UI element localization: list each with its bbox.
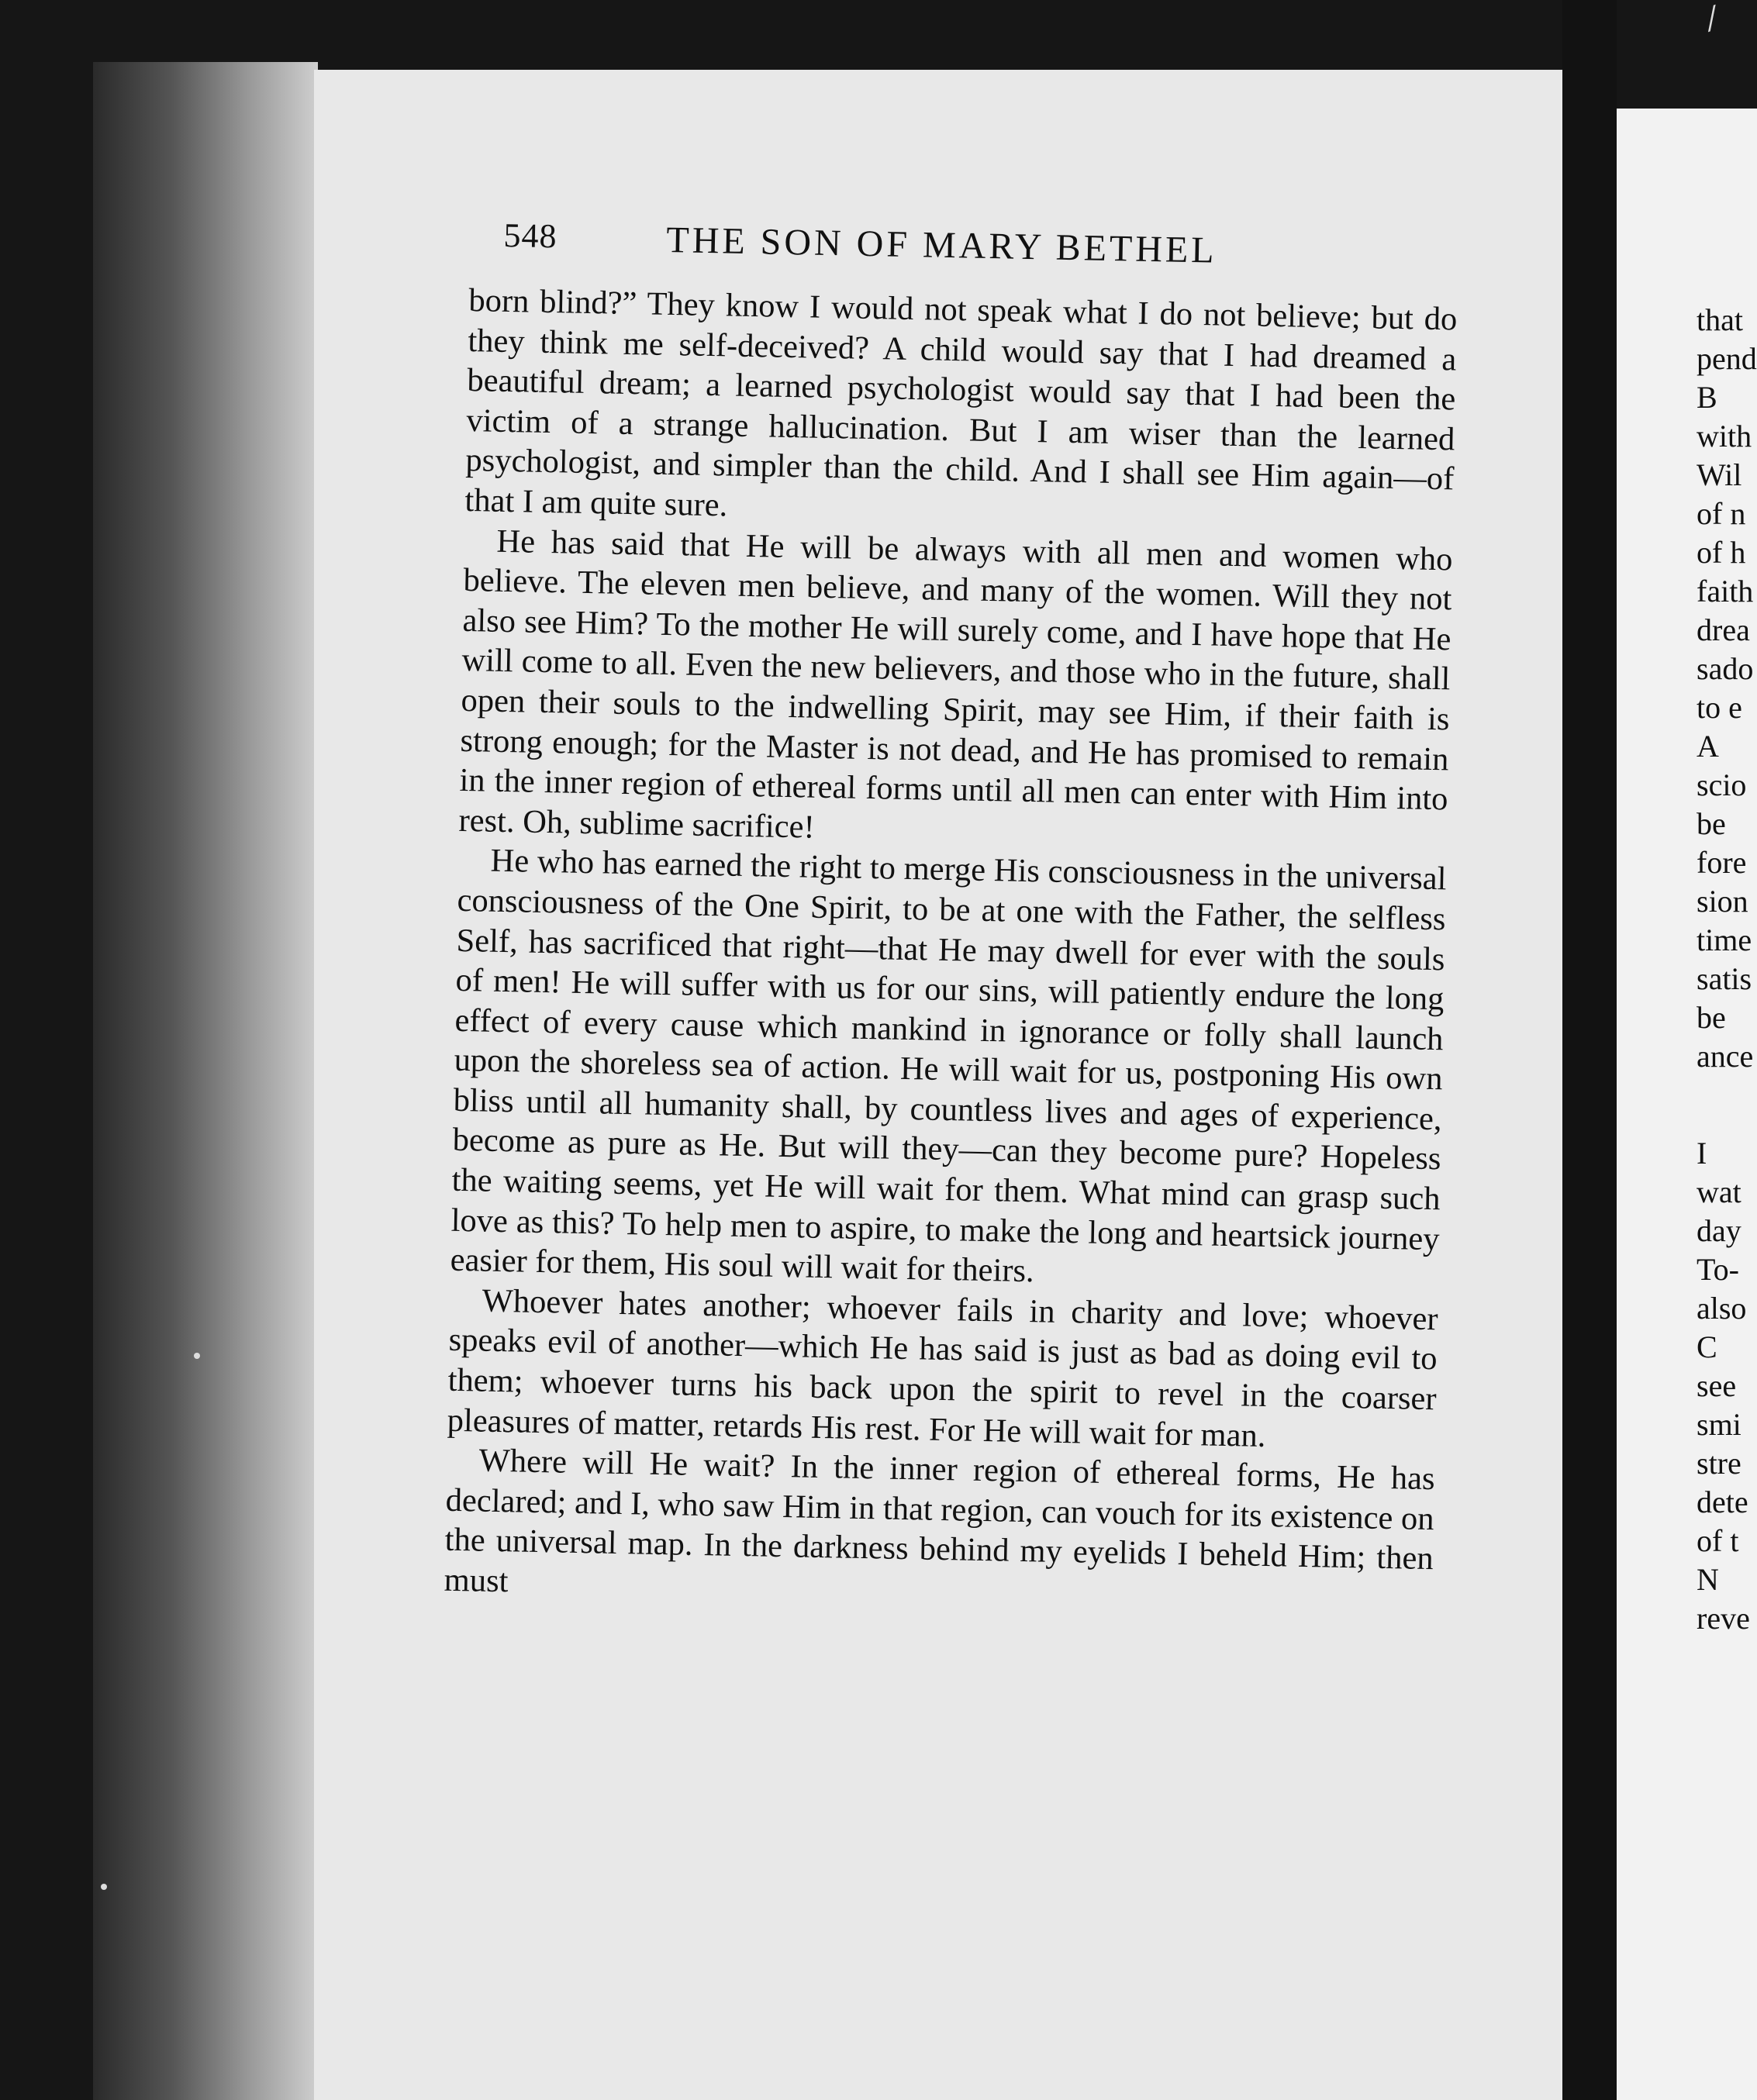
fragment-line: satis (1697, 961, 1752, 996)
fragment-line: Wil (1697, 457, 1742, 492)
fragment-line: To- (1697, 1252, 1739, 1287)
dust-speck (101, 1884, 107, 1890)
fragment-line: sado (1697, 651, 1754, 686)
paragraph: born blind?” They know I would not speak what I do not believe; but do they think me self-deceived? A child would say that I had dreamed a beautiful dream; a learned psychologist would say that I had been the victim of a strange hallucination. But I am wiser than the learned psychologist, and simpler than the child. And I shall see Him again—of that I am quite sure. (464, 281, 1458, 524)
fragment-line: time (1697, 922, 1752, 957)
page-number: 548 (503, 216, 557, 256)
fragment-line: wat (1697, 1174, 1741, 1209)
paragraph: He has said that He will be always with all men and women who believe. The eleven men believe, and many of the women. Will they not also see Him? To the mother He will surely come, and I have hope that He will come to all. Even the new believers, and those who in the future, shall open their souls to the indwelling Spirit, may see Him, if their faith is strong enough; for the Master is not dead, and He has promised to remain in the inner region of ethereal forms until all men can enter with Him into rest. Oh, sublime sacrifice! (458, 522, 1453, 846)
fragment-line: pend (1697, 341, 1757, 376)
fragment-line: of n (1697, 496, 1746, 531)
fragment-line: A (1697, 729, 1719, 764)
fragment-line: I (1697, 1136, 1707, 1171)
fragment-line: see (1697, 1368, 1737, 1403)
fragment-line: to e (1697, 690, 1742, 725)
fragment-line: scio (1697, 767, 1747, 802)
fragment-line: N (1697, 1562, 1719, 1597)
fragment-line: of t (1697, 1523, 1739, 1558)
fragment-line: smi (1697, 1407, 1741, 1442)
fragment-line: reve (1697, 1601, 1750, 1636)
corner-scratch-mark: ⁄ (1703, 2, 1721, 37)
fragment-line: of h (1697, 535, 1746, 570)
fragment-line: also (1697, 1291, 1747, 1326)
fragment-line: that (1697, 302, 1743, 337)
fragment-line: be (1697, 806, 1726, 841)
fragment-line: stre (1697, 1446, 1741, 1481)
fragment-line: C (1697, 1329, 1717, 1364)
fragment-gap (1697, 1076, 1757, 1134)
body-text (444, 281, 1457, 1619)
fragment-line: faith (1697, 574, 1754, 609)
fragment-line: with (1697, 419, 1752, 453)
fragment-line: ance (1697, 1039, 1754, 1074)
paragraph: Where will He wait? In the inner region of ethereal forms, He has declared; and I, who saw Him in that region, can vouch for its existence on the universal map. In the darkness behind my eyelids I beheld Him; then must (444, 1442, 1436, 1600)
fragment-line: day (1697, 1213, 1741, 1248)
fragment-line: drea (1697, 612, 1750, 647)
paragraph: He who has earned the right to merge His consciousness in the universal consciousness of the One Spirit, to be at one with the Father, the selfless Self, has sacrificed that right—that He may dwell for ever with the souls of men! He will suffer with us for our sins, will patiently endure the long effect of every cause which mankind in ignorance or folly shall launch upon the shoreless sea of action. He will wait for us, postponing His own bliss until all humanity shall, by countless lives and ages of experience, become as pure as He. But will they—can they become pure? Hopeless the waiting seems, yet He will wait for them. What mind can grasp such love as this? To help men to aspire, to make the long and heartsick journey easier for them, His soul will wait for theirs. (450, 842, 1447, 1290)
right-page-text-fragments (1697, 301, 1757, 1638)
running-title: THE SON OF MARY BETHEL (665, 219, 1218, 271)
fragment-line: sion (1697, 884, 1748, 919)
book-spine-edge (93, 62, 318, 2100)
paragraph: Whoever hates another; whoever fails in charity and love; whoever speaks evil of another—which He has said is just as bad as doing evil to them; whoever turns his back upon the spirit to revel in the coarser pleasures of matter, retards His rest. For He will wait for man. (447, 1282, 1438, 1454)
fragment-line: dete (1697, 1484, 1748, 1519)
fragment-line: be (1697, 1000, 1726, 1035)
page-gutter (1562, 0, 1617, 2100)
dust-speck (194, 1353, 200, 1359)
fragment-line: B (1697, 380, 1717, 415)
fragment-line: fore (1697, 845, 1747, 880)
